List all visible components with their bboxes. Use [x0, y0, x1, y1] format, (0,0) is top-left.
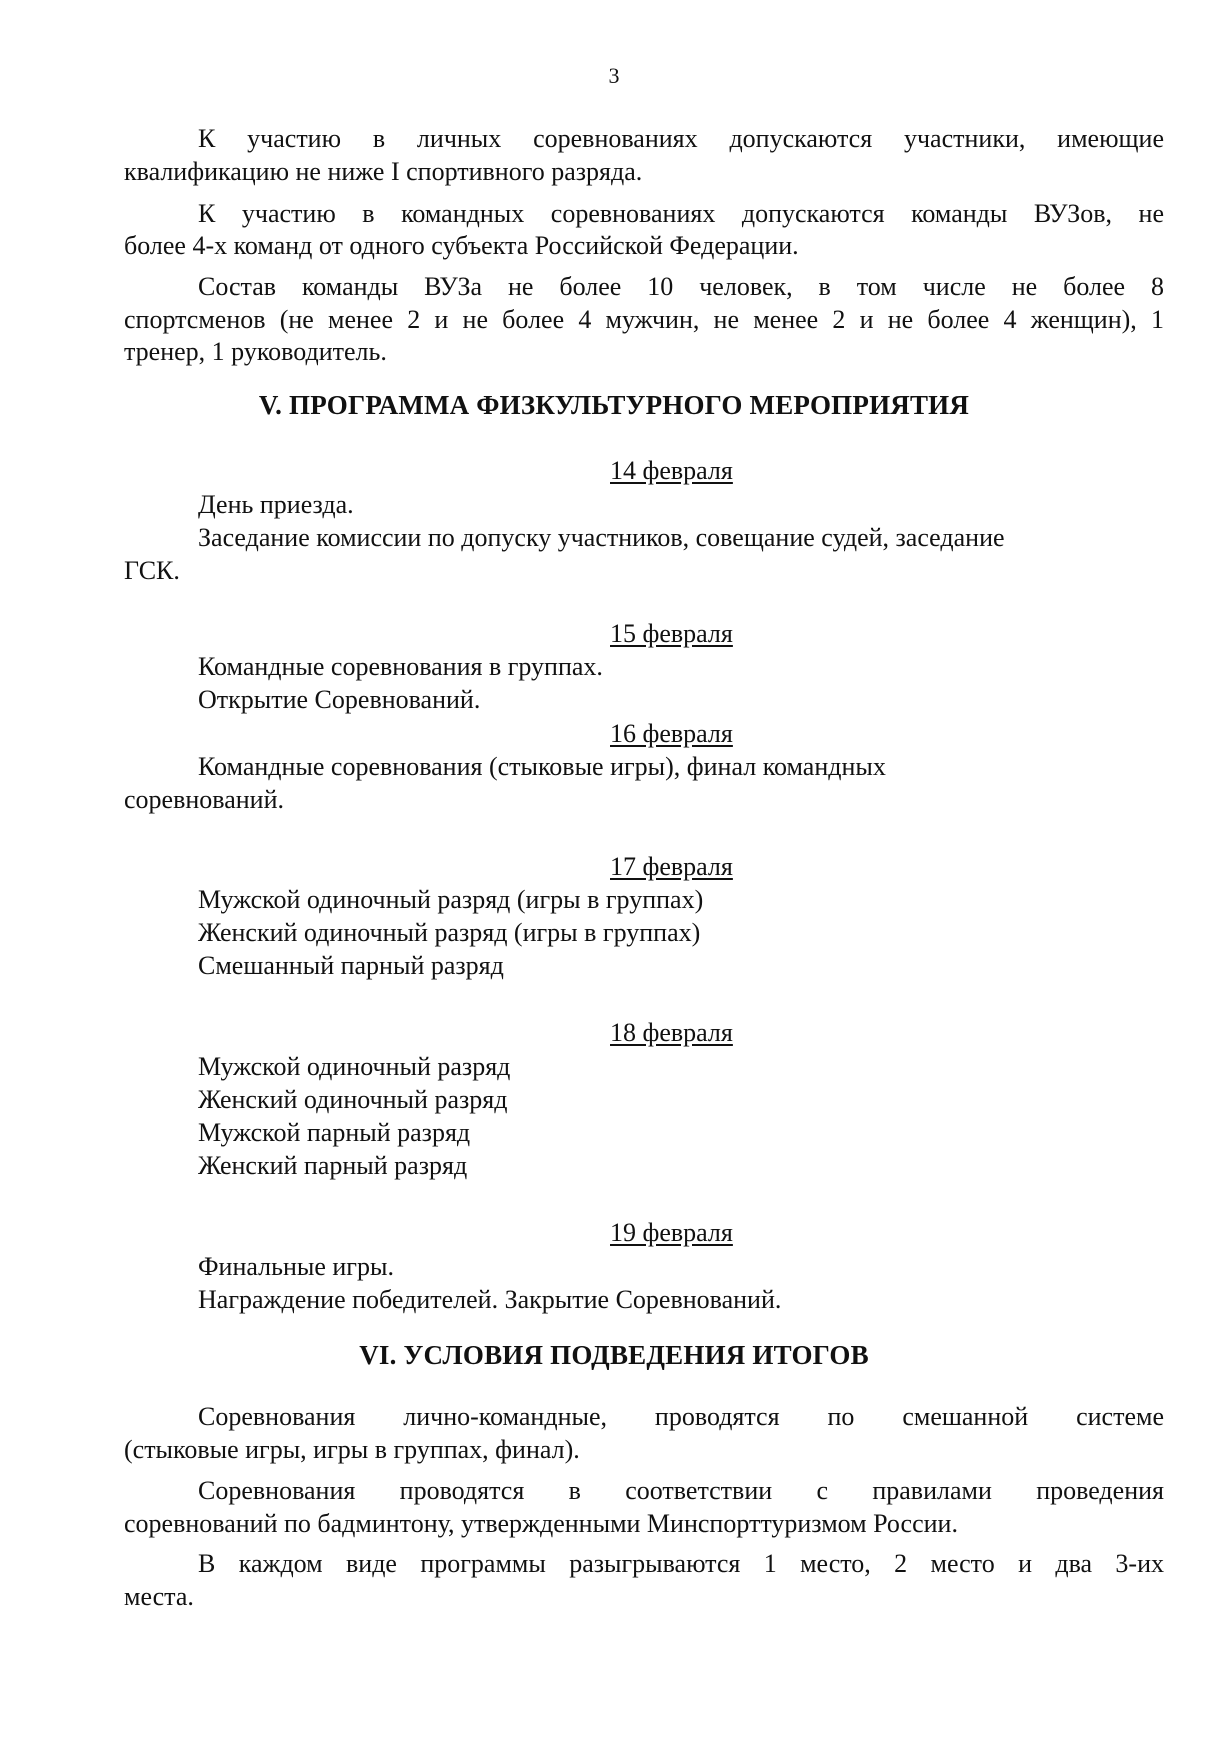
schedule-item: Смешанный парный разряд	[198, 951, 504, 980]
schedule-item: Женский одиночный разряд	[198, 1085, 508, 1114]
paragraph-line: К участию в личных соревнованиях допускаются участники, имеющие	[198, 124, 1164, 153]
schedule-item: День приезда.	[198, 490, 354, 519]
schedule-item: Командные соревнования (стыковые игры), финал командных	[198, 752, 886, 781]
paragraph-line: Соревнования проводятся в соответствии с правилами проведения	[198, 1476, 1164, 1505]
schedule-item: Женский парный разряд	[198, 1151, 468, 1180]
date-heading: 15 февраля	[610, 619, 733, 648]
paragraph-line: квалификацию не ниже I спортивного разряда.	[124, 157, 643, 186]
paragraph-line: места.	[124, 1582, 194, 1611]
schedule-item: Финальные игры.	[198, 1252, 394, 1281]
schedule-item: Награждение победителей. Закрытие Соревнований.	[198, 1285, 782, 1314]
paragraph-line: К участию в командных соревнованиях допускаются команды ВУЗов, не	[198, 199, 1164, 228]
date-heading: 18 февраля	[610, 1018, 733, 1047]
schedule-item: Мужской одиночный разряд (игры в группах)	[198, 885, 704, 914]
paragraph-line: тренер, 1 руководитель.	[124, 337, 387, 366]
date-heading: 17 февраля	[610, 852, 733, 881]
paragraph-line: более 4-х команд от одного субъекта Российской Федерации.	[124, 231, 799, 260]
paragraph-line: соревнований по бадминтону, утвержденными Минспорттуризмом России.	[124, 1509, 958, 1538]
section-heading: VI. УСЛОВИЯ ПОДВЕДЕНИЯ ИТОГОВ	[359, 1340, 869, 1370]
schedule-item: Мужской парный разряд	[198, 1118, 471, 1147]
schedule-item: соревнований.	[124, 785, 284, 814]
date-heading: 19 февраля	[610, 1218, 733, 1247]
paragraph-line: В каждом виде программы разыгрываются 1 место, 2 место и два 3-их	[198, 1549, 1164, 1578]
paragraph-line: Соревнования лично-командные, проводятся по смешанной системе	[198, 1402, 1164, 1431]
section-heading: V. ПРОГРАММА ФИЗКУЛЬТУРНОГО МЕРОПРИЯТИЯ	[258, 390, 970, 420]
schedule-item: Заседание комиссии по допуску участников, совещание судей, заседание	[198, 523, 1005, 552]
page-number: 3	[608, 63, 620, 88]
date-heading: 16 февраля	[610, 719, 733, 748]
schedule-item: Командные соревнования в группах.	[198, 652, 603, 681]
paragraph-line: (стыковые игры, игры в группах, финал).	[124, 1435, 580, 1464]
paragraph-line: спортсменов (не менее 2 и не более 4 мужчин, не менее 2 и не более 4 женщин), 1	[124, 305, 1164, 334]
schedule-item: Открытие Соревнований.	[198, 685, 481, 714]
schedule-item: ГСК.	[124, 556, 180, 585]
date-heading: 14 февраля	[610, 456, 733, 485]
schedule-item: Мужской одиночный разряд	[198, 1052, 511, 1081]
schedule-item: Женский одиночный разряд (игры в группах)	[198, 918, 701, 947]
paragraph-line: Состав команды ВУЗа не более 10 человек, в том числе не более 8	[198, 272, 1164, 301]
